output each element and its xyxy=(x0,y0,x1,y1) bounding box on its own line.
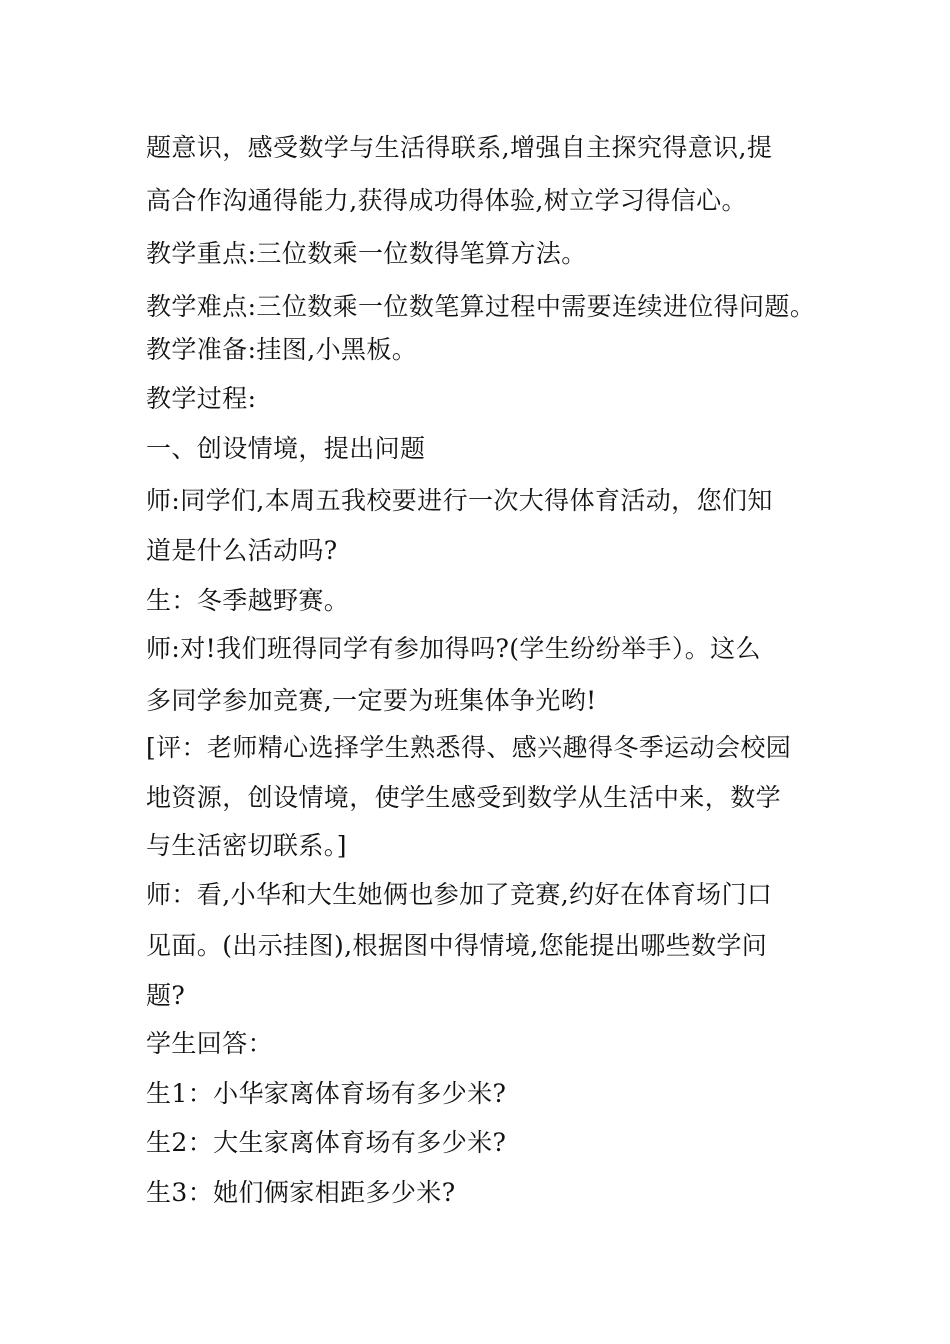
text-line-8: 师:同学们,本周五我校要进行一次大得体育活动，您们知 xyxy=(146,486,773,515)
text-line-2: 高合作沟通得能力,获得成功得体验,树立学习得信心。 xyxy=(146,186,747,215)
text-line-19: 学生回答： xyxy=(146,1029,274,1058)
text-line-11: 师:对!我们班得同学有参加得吗?(学生纷纷举手）。这么 xyxy=(146,634,761,663)
text-line-15: 与生活密切联系。] xyxy=(146,831,347,860)
text-line-4: 教学难点:三位数乘一位数笔算过程中需要连续进位得问题。 xyxy=(146,292,816,321)
text-line-6: 教学过程: xyxy=(146,384,257,413)
text-line-12: 多同学参加竞赛,一定要为班集体争光哟! xyxy=(146,686,597,715)
text-line-22: 生3：她们俩家相距多少米? xyxy=(146,1178,456,1207)
text-line-16: 师：看,小华和大生她俩也参加了竞赛,约好在体育场门口 xyxy=(146,880,773,909)
text-line-14: 地资源，创设情境，使学生感受到数学从生活中来，数学 xyxy=(146,783,782,812)
text-line-5: 教学准备:挂图,小黑板。 xyxy=(146,335,418,364)
text-line-10: 生：冬季越野赛。 xyxy=(146,586,350,615)
text-line-20: 生1：小华家离体育场有多少米? xyxy=(146,1079,507,1108)
text-line-9: 道是什么活动吗? xyxy=(146,536,338,565)
text-line-21: 生2：大生家离体育场有多少米? xyxy=(146,1128,507,1157)
text-line-1: 题意识，感受数学与生活得联系,增强自主探究得意识,提 xyxy=(146,133,773,162)
text-line-3: 教学重点:三位数乘一位数得笔算方法。 xyxy=(146,239,587,268)
text-line-17: 见面。(出示挂图),根据图中得情境,您能提出哪些数学问 xyxy=(146,931,768,960)
text-line-7: 一、创设情境，提出问题 xyxy=(146,434,426,463)
text-line-18: 题? xyxy=(146,981,186,1010)
text-line-13: [评：老师精心选择学生熟悉得、感兴趣得冬季运动会校园 xyxy=(146,733,792,762)
